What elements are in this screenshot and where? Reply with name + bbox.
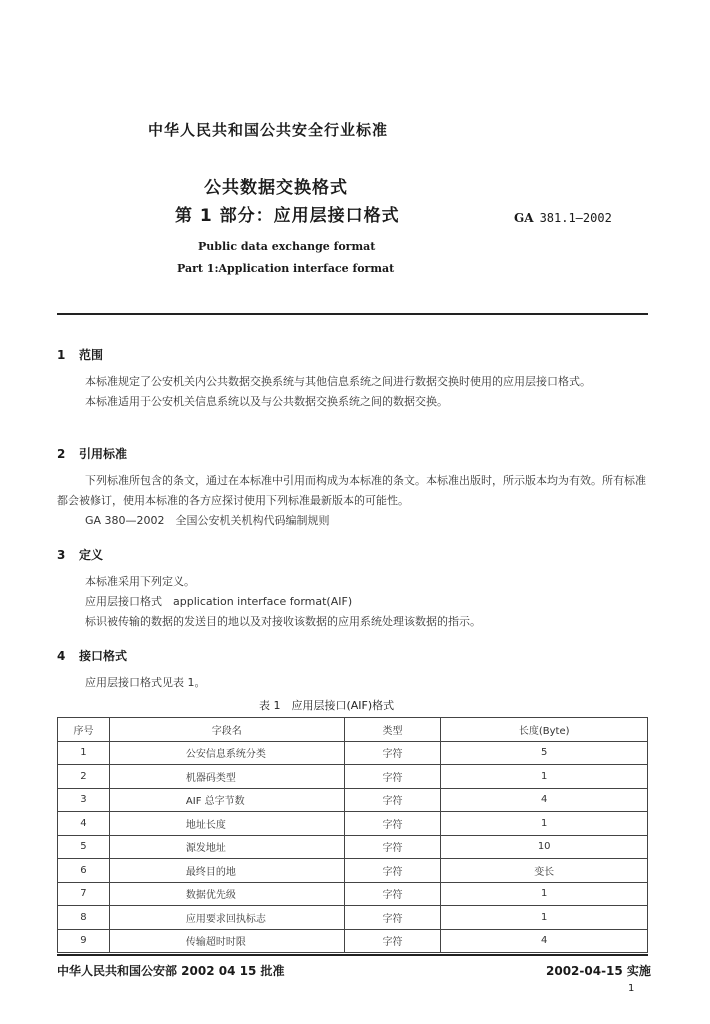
table-row xyxy=(58,906,648,930)
paragraph: 本标准采用下列定义。 xyxy=(85,575,195,588)
cell-length: 10 xyxy=(441,835,648,859)
cell-field-name: 源发地址 xyxy=(109,835,344,859)
issuing-body-header: 中华人民共和国公共安全行业标准 xyxy=(148,121,389,139)
cell-length: 4 xyxy=(441,788,648,812)
standard-subtitle-cn: 第 1 部分：应用层接口格式 xyxy=(175,206,400,226)
cell-field-name: 最终目的地 xyxy=(109,859,344,883)
standard-title-cn: 公共数据交换格式 xyxy=(204,178,348,198)
column-header: 序号 xyxy=(58,718,110,742)
column-header: 类型 xyxy=(344,718,441,742)
effective-date: 2002-04-15 实施 xyxy=(546,964,651,978)
paragraph: 应用层接口格式见表 1。 xyxy=(85,676,206,689)
cell-length: 1 xyxy=(441,765,648,789)
cell-type: 字符 xyxy=(344,859,441,883)
cell-index: 5 xyxy=(58,835,110,859)
section-body xyxy=(57,471,651,531)
cell-field-name: 数据优先级 xyxy=(109,882,344,906)
term-definition: 标识被传输的数据的发送目的地以及对接收该数据的应用系统处理该数据的指示。 xyxy=(85,615,481,628)
standard-code xyxy=(514,211,612,225)
cell-type: 字符 xyxy=(344,929,441,953)
standard-subtitle-en: Part 1:Application interface format xyxy=(177,262,395,275)
cell-type: 字符 xyxy=(344,741,441,765)
section-heading: 3 定义 xyxy=(57,548,104,562)
table-row xyxy=(58,765,648,789)
cell-field-name: 机器码类型 xyxy=(109,765,344,789)
aif-format-table xyxy=(57,717,648,953)
table-header-row xyxy=(58,718,648,742)
cell-index: 6 xyxy=(58,859,110,883)
section-body xyxy=(57,673,651,693)
cell-length: 1 xyxy=(441,882,648,906)
cell-index: 9 xyxy=(58,929,110,953)
table-caption: 表 1 应用层接口(AIF)格式 xyxy=(259,699,395,712)
table-row xyxy=(58,882,648,906)
table-row xyxy=(58,812,648,836)
cell-field-name: AIF 总字节数 xyxy=(109,788,344,812)
section-body xyxy=(57,372,651,412)
section-heading: 2 引用标准 xyxy=(57,447,128,461)
paragraph: 本标准适用于公安机关信息系统以及与公共数据交换系统之间的数据交换。 xyxy=(85,395,448,408)
paragraph: 下列标准所包含的条文，通过在本标准中引用而构成为本标准的条文。本标准出版时，所示版本均为有效。所有标准都会被修订，使用本标准的各方应探讨使用下列标准最新版本的可能性。 xyxy=(57,474,646,507)
cell-type: 字符 xyxy=(344,812,441,836)
cell-index: 8 xyxy=(58,906,110,930)
section-body xyxy=(57,572,651,632)
cell-index: 7 xyxy=(58,882,110,906)
page-number: 1 xyxy=(628,983,635,994)
paragraph: 本标准规定了公安机关内公共数据交换系统与其他信息系统之间进行数据交换时使用的应用层接口格式。 xyxy=(85,375,591,388)
table-row xyxy=(58,859,648,883)
cell-length: 1 xyxy=(441,812,648,836)
cell-field-name: 应用要求回执标志 xyxy=(109,906,344,930)
table-row xyxy=(58,835,648,859)
standard-code-prefix: GA xyxy=(514,211,534,225)
term-entry: 应用层接口格式 application interface format(AIF) xyxy=(85,595,353,608)
cell-type: 字符 xyxy=(344,882,441,906)
column-header: 字段名 xyxy=(109,718,344,742)
cell-type: 字符 xyxy=(344,788,441,812)
section-heading: 1 范围 xyxy=(57,348,104,362)
standard-title-en: Public data exchange format xyxy=(198,240,376,253)
cell-type: 字符 xyxy=(344,765,441,789)
cell-index: 3 xyxy=(58,788,110,812)
cell-length: 4 xyxy=(441,929,648,953)
cell-field-name: 地址长度 xyxy=(109,812,344,836)
reference-item: GA 380—2002 全国公安机关机构代码编制规则 xyxy=(85,514,330,527)
section-heading: 4 接口格式 xyxy=(57,649,128,663)
cell-type: 字符 xyxy=(344,835,441,859)
title-divider xyxy=(57,313,648,315)
table-row xyxy=(58,929,648,953)
cell-length: 5 xyxy=(441,741,648,765)
column-header: 长度(Byte) xyxy=(441,718,648,742)
cell-index: 1 xyxy=(58,741,110,765)
cell-index: 4 xyxy=(58,812,110,836)
cell-length: 变长 xyxy=(441,859,648,883)
standard-code-number: 381.1—2002 xyxy=(539,211,612,225)
table-row xyxy=(58,788,648,812)
cell-type: 字符 xyxy=(344,906,441,930)
cell-field-name: 传输超时时限 xyxy=(109,929,344,953)
cell-length: 1 xyxy=(441,906,648,930)
approval-statement: 中华人民共和国公安部 2002 04 15 批准 xyxy=(57,964,285,978)
cell-field-name: 公安信息系统分类 xyxy=(109,741,344,765)
table-row xyxy=(58,741,648,765)
cell-index: 2 xyxy=(58,765,110,789)
footer-divider xyxy=(57,954,648,956)
